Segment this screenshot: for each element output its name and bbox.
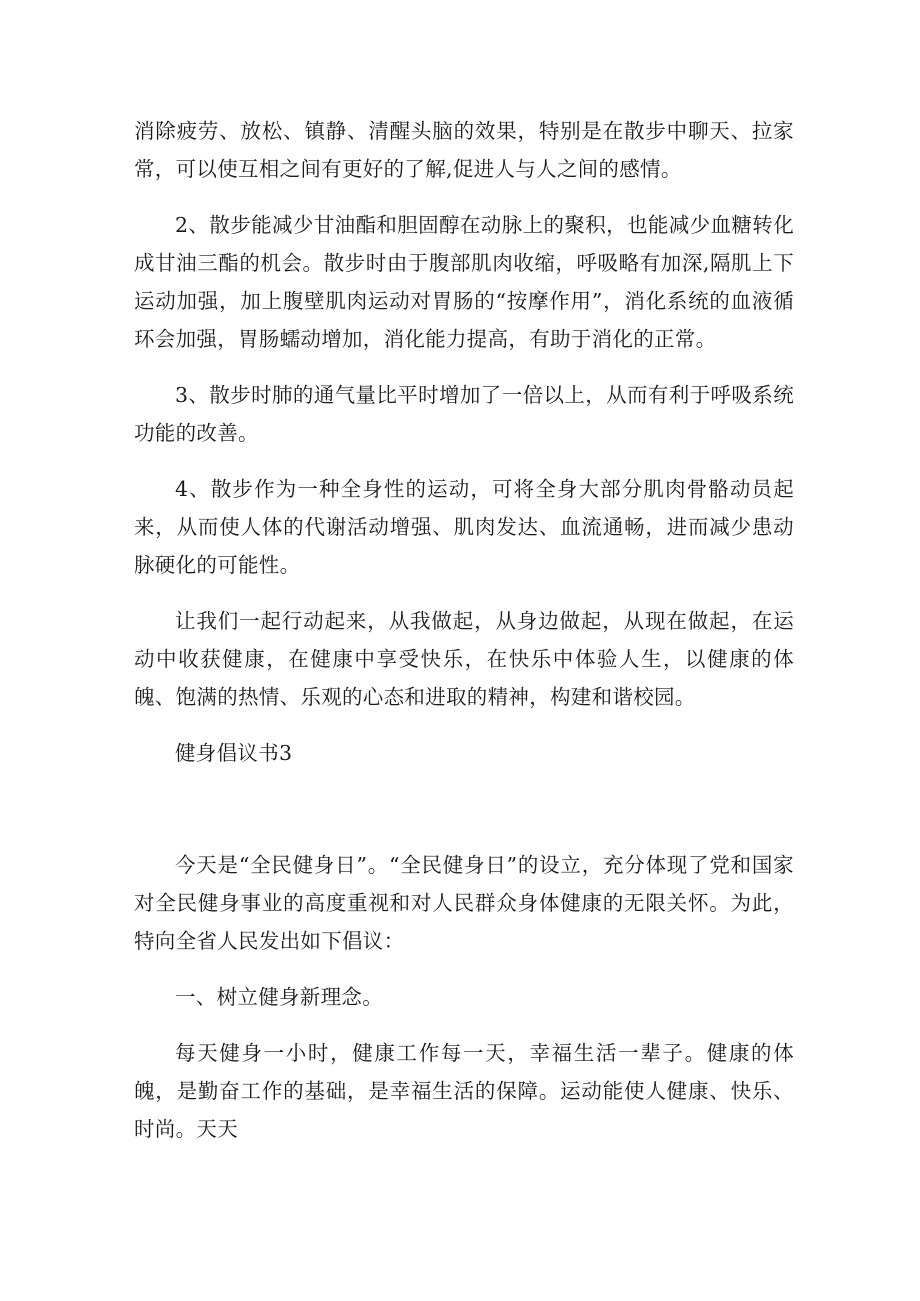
document-body bbox=[134, 112, 794, 1148]
paragraph-item-1-body: 每天健身一小时，健康工作每一天，幸福生活一辈子。健康的体魄，是勤奋工作的基础，是幸福生活的保障。运动能使人健康、快乐、时尚。天天 bbox=[134, 1041, 794, 1141]
paragraph-point-2: 2、散步能减少甘油酯和胆固醇在动脉上的聚积，也能减少血糖转化成甘油三酯的机会。散步时由于腹部肌肉收缩，呼吸略有加深,隔肌上下运动加强，加上腹壁肌肉运动对胃肠的“按摩作用”，消化系统的血液循环会加强，胃肠蠕动增加，消化能力提高，有助于消化的正常。 bbox=[134, 213, 794, 351]
section-spacer bbox=[134, 772, 794, 846]
paragraph-point-3: 3、散步时肺的通气量比平时增加了一倍以上，从而有利于呼吸系统功能的改善。 bbox=[134, 383, 794, 445]
paragraph-spacer bbox=[134, 716, 794, 734]
paragraph-intro: 今天是“全民健身日”。“全民健身日”的设立，充分体现了党和国家对全民健身事业的高度重视和对人民群众身体健康的无限关怀。为此，特向全省人民发出如下倡议： bbox=[134, 853, 794, 953]
paragraph-spacer bbox=[134, 358, 794, 376]
paragraph-spacer bbox=[134, 584, 794, 602]
paragraph-spacer bbox=[134, 452, 794, 470]
paragraph-point-4: 4、散步作为一种全身性的运动，可将全身大部分肌肉骨骼动员起来，从而使人体的代谢活动增强、肌肉发达、血流通畅，进而减少患动脉硬化的可能性。 bbox=[134, 477, 794, 577]
paragraph-continuation: 消除疲劳、放松、镇静、清醒头脑的效果，特别是在散步中聊天、拉家常，可以使互相之间有更好的了解,促进人与人之间的感情。 bbox=[134, 119, 794, 181]
paragraph-item-1-heading: 一、树立健身新理念。 bbox=[175, 985, 383, 1009]
paragraph-closing: 让我们一起行动起来，从我做起，从身边做起，从现在做起，在运动中收获健康，在健康中享受快乐，在快乐中体验人生，以健康的体魄、饱满的热情、乐观的心态和进取的精神，构建和谐校园。 bbox=[134, 609, 794, 709]
paragraph-spacer bbox=[134, 1016, 794, 1034]
paragraph-spacer bbox=[134, 960, 794, 978]
paragraph-spacer bbox=[134, 188, 794, 206]
section-heading: 健身倡议书3 bbox=[175, 741, 293, 765]
